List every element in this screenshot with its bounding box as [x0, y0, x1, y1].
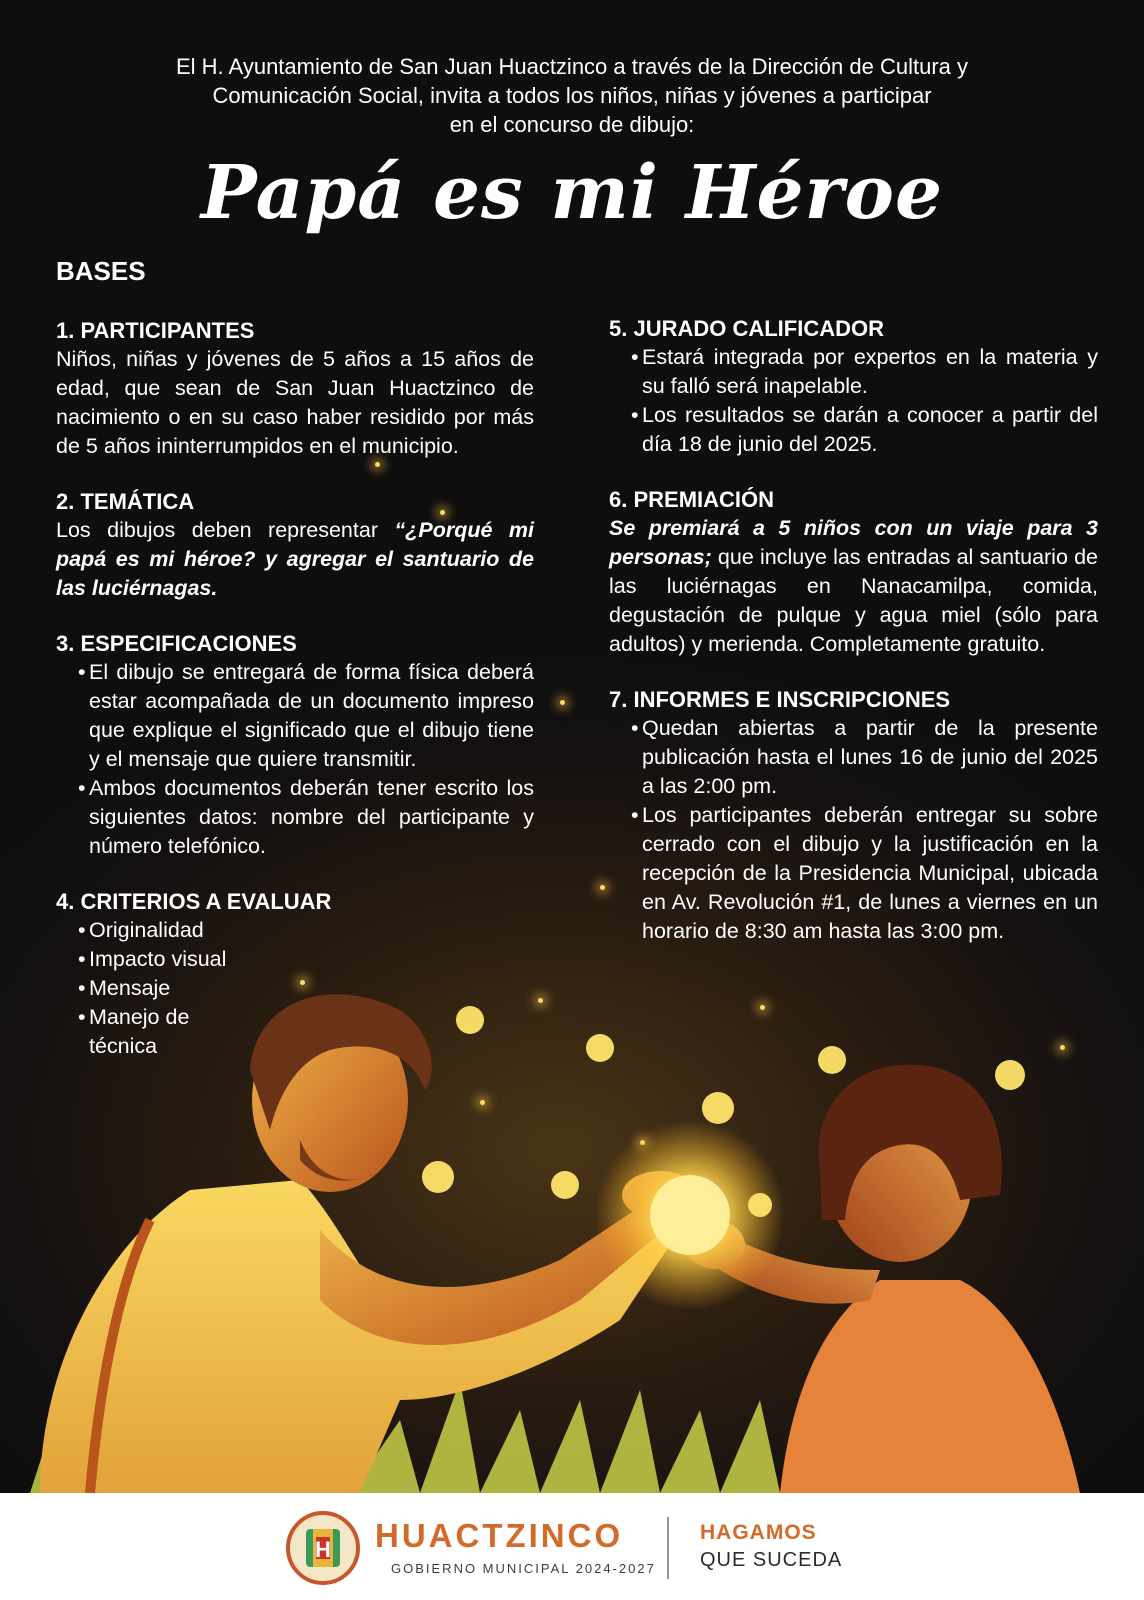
section-premiacion — [609, 485, 1098, 659]
logo-letter: H — [315, 1537, 331, 1562]
text-emphasis: “¿Porqué mi papá es mi héroe? y agregar el santuario de las luciérnagas. — [56, 518, 534, 600]
section-text — [56, 516, 534, 603]
section-jurado — [609, 314, 1098, 459]
footer — [0, 1493, 1144, 1600]
section-text — [609, 514, 1098, 659]
bullet-item: • Manejo de técnica — [56, 1003, 214, 1061]
bullet-item: • Ambos documentos deberán tener escrito los siguientes datos: nombre del participante y número telefónico. — [56, 774, 534, 861]
section-text: Niños, niñas y jóvenes de 5 años a 15 años de edad, que sean de San Juan Huactzinco de nacimiento o en su caso haber residido por más de 5 años ininterrumpidos en el municipio. — [56, 347, 534, 458]
poster-title: Papá es mi Héroe — [200, 150, 944, 236]
intro-line: El H. Ayuntamiento de San Juan Huactzinco a través de la Dirección de Cultura y — [175, 54, 969, 79]
section-heading: 7. INFORMES E INSCRIPCIONES — [609, 687, 951, 712]
intro-text — [80, 52, 1064, 139]
bullet-item: • Mensaje — [56, 974, 534, 1003]
section-heading: 4. CRITERIOS A EVALUAR — [56, 889, 332, 914]
bases-heading: BASES — [56, 256, 146, 286]
section-especificaciones — [56, 629, 534, 861]
section-heading: 1. PARTICIPANTES — [56, 318, 255, 343]
section-heading: 2. TEMÁTICA — [56, 489, 195, 514]
municipal-logo-icon — [286, 1511, 360, 1585]
intro-line: en el concurso de dibujo: — [449, 112, 695, 137]
section-tematica — [56, 487, 534, 603]
slogan-line2: QUE SUCEDA — [700, 1549, 843, 1571]
bullet-item: • El dibujo se entregará de forma física deberá estar acompañada de un documento impreso que explique el significado que el dibujo tiene y el mensaje que quiere transmitir. — [56, 658, 534, 774]
bullet-item: • Quedan abiertas a partir de la presente publicación hasta el lunes 16 de junio del 2025 a las 2:00 pm. — [609, 714, 1098, 801]
section-heading: 5. JURADO CALIFICADOR — [609, 316, 885, 341]
right-column — [609, 314, 1098, 972]
section-heading: 6. PREMIACIÓN — [609, 487, 775, 512]
bullet-item: • Los participantes deberán entregar su sobre cerrado con el dibujo y la justificación en la recepción de la Presidencia Municipal, ubicada en Av. Revolución #1, de lunes a viernes en un horario de 8:30 am hasta las 3:00 pm. — [609, 801, 1098, 946]
bullet-item: • Los resultados se darán a conocer a partir del día 18 de junio del 2025. — [609, 401, 1098, 459]
section-informes — [609, 685, 1098, 946]
footer-divider — [667, 1517, 669, 1579]
bullet-item: • Impacto visual — [56, 945, 534, 974]
bullet-item: • Estará integrada por expertos en la materia y su falló será inapelable. — [609, 343, 1098, 401]
father-child-fireflies-illustration — [0, 980, 1144, 1493]
text-prefix: Los dibujos deben representar — [56, 518, 395, 542]
section-heading: 3. ESPECIFICACIONES — [56, 631, 297, 656]
brand-name: HUACTZINCO — [375, 1517, 624, 1554]
text-rest: que incluye las entradas al santuario de las luciérnagas en Nanacamilpa, comida, degustación de pulque y agua miel (sólo para adultos) y merienda. Completamente gratuito. — [609, 545, 1098, 656]
intro-line: Comunicación Social, invita a todos los niños, niñas y jóvenes a participar — [212, 83, 932, 108]
bullet-item: • Originalidad — [56, 916, 534, 945]
section-participantes — [56, 316, 534, 461]
government-period: GOBIERNO MUNICIPAL 2024-2027 — [391, 1561, 656, 1576]
slogan-line1: HAGAMOS — [700, 1521, 817, 1544]
text-emphasis: Se premiará a 5 niños con un viaje para 3 personas; — [609, 516, 1098, 569]
left-column — [56, 316, 534, 1087]
